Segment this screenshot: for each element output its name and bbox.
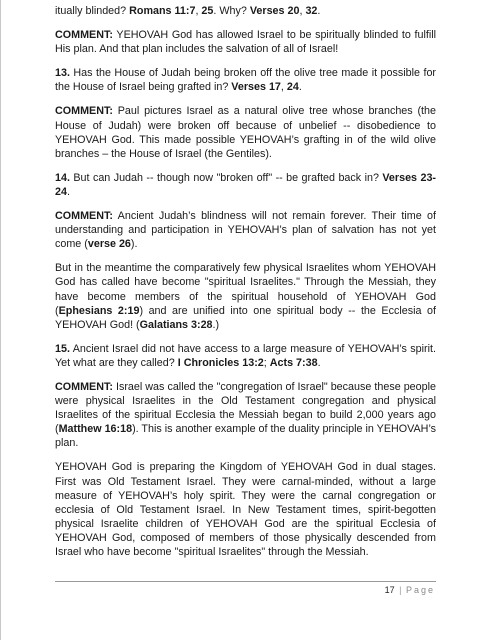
paragraph <box>55 209 436 251</box>
page-label: Page <box>405 585 435 595</box>
bold-text-run: 25 <box>201 5 214 17</box>
text-run: . <box>317 356 321 369</box>
bold-text-run: 15. <box>55 342 70 355</box>
text-run: But can Judah -- though now "broken off" -- be grafted back in? <box>69 171 383 184</box>
page-body <box>55 4 436 569</box>
text-run: Ancient Israel did not have access to a large measure of YEHOVAH’s spirit. Yet what are they called? <box>55 342 436 369</box>
text-run: , <box>195 5 202 17</box>
page-number: 17 <box>384 585 395 595</box>
text-run: Ancient Judah’s blindness will not remain forever. Their time of understanding and participation in YEHOVAH’s plan of salvation has not yet come ( <box>55 210 436 251</box>
bold-text-run: Romans 11:7 <box>129 5 196 17</box>
text-run: YEHOVAH God is preparing the Kingdom of YEHOVAH God in dual stages. First was Old Testament Israel. They were carnal-minded, without a large measure of YEHOVAH’s holy spirit. They were the carnal congregation or ecclesia of Old Testament Israel. In New Testament times, spirit-begotten physical Israelite children of YEHOVAH God are the spiritual Ecclesia of YEHOVAH God, composed of members of those physically descended from Israel who have become "spiritual Israelites" through the Messiah. <box>55 461 436 558</box>
paragraph <box>55 28 436 56</box>
bold-text-run: Galatians 3:28 <box>139 318 213 331</box>
page-footer <box>385 585 435 595</box>
paragraph <box>55 261 436 331</box>
text-run: . <box>317 5 321 17</box>
paragraph <box>55 380 436 450</box>
text-run: Paul pictures Israel as a natural olive tree whose branches (the House of Judah) were broken off because of unbelief -- disobedience to YEHOVAH God. This made possible YEHOVAH’s grafting in of the wild olive branches – the House of Israel (the Gentiles). <box>55 105 436 160</box>
bold-text-run: Ephesians 2:19 <box>58 304 140 317</box>
bold-text-run: 14. <box>55 171 70 184</box>
text-run: YEHOVAH God has allowed Israel to be spiritually blinded to fulfill His plan. And that plan includes the salvation of all of Israel! <box>55 29 436 56</box>
bold-text-run: 32 <box>305 5 318 17</box>
text-run: Has the House of Judah being broken off the olive tree made it possible for the House of Israel being grafted in? <box>55 67 436 94</box>
footer-rule <box>55 581 436 582</box>
paragraph <box>55 104 436 160</box>
text-run: . <box>298 81 302 94</box>
bold-text-run: COMMENT: <box>55 105 113 118</box>
text-run: ) and are unified into one spiritual body -- the Ecclesia of YEHOVAH God! ( <box>55 304 436 331</box>
text-run: . Why? <box>213 5 250 17</box>
bold-text-run: Verses 20 <box>249 5 300 17</box>
text-run: ). This is another example of the duality principle in YEHOVAH’s plan. <box>55 423 437 450</box>
bold-text-run: 24 <box>286 81 299 94</box>
text-run: , <box>280 81 287 94</box>
paragraph <box>55 460 436 559</box>
bold-text-run: Verses 17 <box>231 81 281 94</box>
bold-text-run: I Chronicles 13:2 <box>177 356 264 369</box>
text-run: . <box>66 185 70 198</box>
paragraph <box>55 66 436 94</box>
bold-text-run: COMMENT: <box>55 29 113 42</box>
footer-separator: | <box>399 585 402 595</box>
text-run: But in the meantime the comparatively few physical Israelites whom YEHOVAH God has called have become "spiritual Israelites." Through the Messiah, they have become members of the spiritual household of YEHOVAH God ( <box>55 262 436 317</box>
paragraph <box>55 4 436 18</box>
bold-text-run: Matthew 16:18 <box>58 423 133 436</box>
text-run: ). <box>130 238 138 251</box>
text-run: itually blinded? <box>55 5 130 17</box>
paragraph <box>55 171 436 199</box>
text-run: .) <box>212 318 220 331</box>
text-run: ; <box>263 356 270 369</box>
bold-text-run: Acts 7:38 <box>269 356 318 369</box>
text-run: Israel was called the "congregation of Israel" because these people were physical Israelites in the Old Testament congregation and physical Israelites of the spiritual Ecclesia the Messiah began to build 2,000 years ago ( <box>55 380 436 436</box>
bold-text-run: COMMENT: <box>55 210 113 223</box>
bold-text-run: 13. <box>55 67 70 80</box>
bold-text-run: COMMENT: <box>55 380 113 393</box>
bold-text-run: Verses 23-24 <box>55 171 436 198</box>
paragraph <box>55 342 436 370</box>
text-run: , <box>299 5 306 17</box>
bold-text-run: verse 26 <box>87 238 131 251</box>
